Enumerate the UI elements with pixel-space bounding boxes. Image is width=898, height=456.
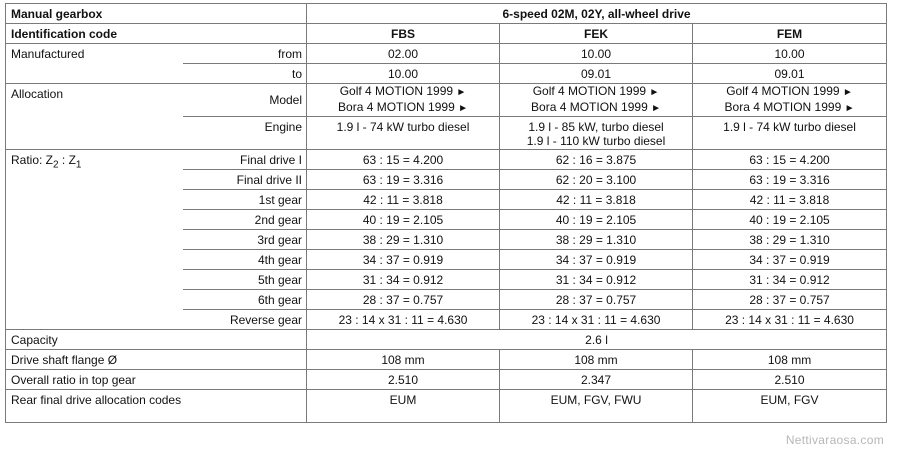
ratio-value: 28 : 37 = 0.757 bbox=[500, 290, 693, 310]
ratio-value: 31 : 34 = 0.912 bbox=[307, 270, 500, 290]
ratio-value: 31 : 34 = 0.912 bbox=[693, 270, 887, 290]
rear-allocation-label: Rear final drive allocation codes bbox=[6, 390, 307, 423]
engine-cell bbox=[500, 117, 693, 150]
ratio-value: 42 : 11 = 3.818 bbox=[500, 190, 693, 210]
manufactured-from-row bbox=[6, 44, 887, 64]
overall-ratio-label: Overall ratio in top gear bbox=[6, 370, 307, 390]
ratio-value: 40 : 19 = 2.105 bbox=[693, 210, 887, 230]
engine-cell bbox=[307, 117, 500, 150]
rear-allocation-value: EUM bbox=[307, 390, 500, 423]
ident-code: FBS bbox=[307, 24, 500, 44]
arrow-right-icon: ► bbox=[651, 103, 661, 114]
header-row bbox=[6, 4, 887, 24]
gearbox-spec-table bbox=[5, 3, 887, 423]
gearbox-label: Manual gearbox bbox=[6, 4, 307, 24]
from-label: from bbox=[183, 44, 307, 64]
arrow-right-icon: ► bbox=[844, 103, 855, 114]
engine-name: 1.9 l - 110 kW turbo diesel bbox=[526, 134, 666, 148]
ratio-value: 63 : 19 = 3.316 bbox=[693, 170, 887, 190]
ident-row bbox=[6, 24, 887, 44]
ratio-row-label: Reverse gear bbox=[183, 310, 307, 330]
capacity-value: 2.6 l bbox=[307, 330, 887, 350]
arrow-right-icon: ► bbox=[649, 87, 660, 98]
ratio-row-label: Final drive II bbox=[183, 170, 307, 190]
ratio-value: 38 : 29 = 1.310 bbox=[307, 230, 500, 250]
arrow-right-icon: ► bbox=[842, 87, 853, 98]
ratio-value: 63 : 15 = 4.200 bbox=[307, 150, 500, 170]
ratio-value: 34 : 37 = 0.919 bbox=[500, 250, 693, 270]
to-label: to bbox=[183, 64, 307, 84]
ratio-value: 42 : 11 = 3.818 bbox=[307, 190, 500, 210]
ratio-row bbox=[6, 150, 887, 170]
to-value: 09.01 bbox=[500, 64, 693, 84]
model-name: Golf 4 MOTION 1999 bbox=[339, 84, 454, 98]
engine-name: 1.9 l - 74 kW turbo diesel bbox=[336, 120, 470, 134]
ratio-label: Ratio: $Z_2$ : $Z_1$ bbox=[6, 150, 183, 330]
model-cell bbox=[307, 84, 500, 117]
allocation-label: Allocation bbox=[6, 84, 183, 150]
from-value: 10.00 bbox=[693, 44, 887, 64]
ratio-value: 23 : 14 x 31 : 11 = 4.630 bbox=[693, 310, 887, 330]
ratio-value: 40 : 19 = 2.105 bbox=[500, 210, 693, 230]
ratio-row-label: 5th gear bbox=[183, 270, 307, 290]
model-name: Bora 4 MOTION 1999 bbox=[724, 100, 842, 114]
model-name: Golf 4 MOTION 1999 bbox=[532, 84, 647, 98]
watermark: Nettivaraosa.com bbox=[785, 433, 884, 447]
ratio-value: 23 : 14 x 31 : 11 = 4.630 bbox=[307, 310, 500, 330]
ratio-row-label: 2nd gear bbox=[183, 210, 307, 230]
rear-allocation-row bbox=[6, 390, 887, 423]
capacity-row bbox=[6, 330, 887, 350]
model-name: Bora 4 MOTION 1999 bbox=[531, 100, 648, 114]
overall-ratio-row bbox=[6, 370, 887, 390]
ratio-value: 63 : 15 = 4.200 bbox=[693, 150, 887, 170]
ident-code: FEK bbox=[500, 24, 693, 44]
ratio-value: 42 : 11 = 3.818 bbox=[693, 190, 887, 210]
arrow-right-icon: ► bbox=[458, 103, 468, 114]
flange-value: 108 mm bbox=[500, 350, 693, 370]
arrow-right-icon: ► bbox=[456, 87, 467, 98]
overall-ratio-value: 2.347 bbox=[500, 370, 693, 390]
flange-value: 108 mm bbox=[307, 350, 500, 370]
model-name: Golf 4 MOTION 1999 bbox=[726, 84, 840, 98]
allocation-model-row bbox=[6, 84, 887, 117]
to-value: 09.01 bbox=[693, 64, 887, 84]
ratio-row-label: 3rd gear bbox=[183, 230, 307, 250]
ratio-row-label: Final drive I bbox=[183, 150, 307, 170]
ident-label: Identification code bbox=[6, 24, 307, 44]
overall-ratio-value: 2.510 bbox=[693, 370, 887, 390]
ratio-row-label: 1st gear bbox=[183, 190, 307, 210]
rear-allocation-value: EUM, FGV, FWU bbox=[500, 390, 693, 423]
rear-allocation-value: EUM, FGV bbox=[693, 390, 887, 423]
ratio-value: 63 : 19 = 3.316 bbox=[307, 170, 500, 190]
engine-name: 1.9 l - 85 kW, turbo diesel bbox=[528, 120, 664, 134]
ratio-row-label: 4th gear bbox=[183, 250, 307, 270]
overall-ratio-value: 2.510 bbox=[307, 370, 500, 390]
model-label: Model bbox=[183, 84, 307, 117]
ratio-value: 34 : 37 = 0.919 bbox=[307, 250, 500, 270]
ratio-value: 62 : 20 = 3.100 bbox=[500, 170, 693, 190]
from-value: 02.00 bbox=[307, 44, 500, 64]
ratio-value: 38 : 29 = 1.310 bbox=[693, 230, 887, 250]
gearbox-title: 6-speed 02M, 02Y, all-wheel drive bbox=[307, 4, 887, 24]
ratio-value: 40 : 19 = 2.105 bbox=[307, 210, 500, 230]
model-name: Bora 4 MOTION 1999 bbox=[338, 100, 455, 114]
ratio-row-label: 6th gear bbox=[183, 290, 307, 310]
ratio-value: 34 : 37 = 0.919 bbox=[693, 250, 887, 270]
ratio-value: 31 : 34 = 0.912 bbox=[500, 270, 693, 290]
model-cell bbox=[693, 84, 887, 117]
model-cell bbox=[500, 84, 693, 117]
from-value: 10.00 bbox=[500, 44, 693, 64]
manufactured-label: Manufactured bbox=[6, 44, 183, 84]
ident-code: FEM bbox=[693, 24, 887, 44]
engine-name: 1.9 l - 74 kW turbo diesel bbox=[723, 120, 856, 134]
ratio-value: 62 : 16 = 3.875 bbox=[500, 150, 693, 170]
to-value: 10.00 bbox=[307, 64, 500, 84]
flange-value: 108 mm bbox=[693, 350, 887, 370]
flange-row bbox=[6, 350, 887, 370]
ratio-value: 23 : 14 x 31 : 11 = 4.630 bbox=[500, 310, 693, 330]
engine-cell bbox=[693, 117, 887, 150]
ratio-value: 38 : 29 = 1.310 bbox=[500, 230, 693, 250]
engine-label: Engine bbox=[183, 117, 307, 150]
ratio-value: 28 : 37 = 0.757 bbox=[307, 290, 500, 310]
capacity-label: Capacity bbox=[6, 330, 307, 350]
flange-label: Drive shaft flange Ø bbox=[6, 350, 307, 370]
ratio-value: 28 : 37 = 0.757 bbox=[693, 290, 887, 310]
